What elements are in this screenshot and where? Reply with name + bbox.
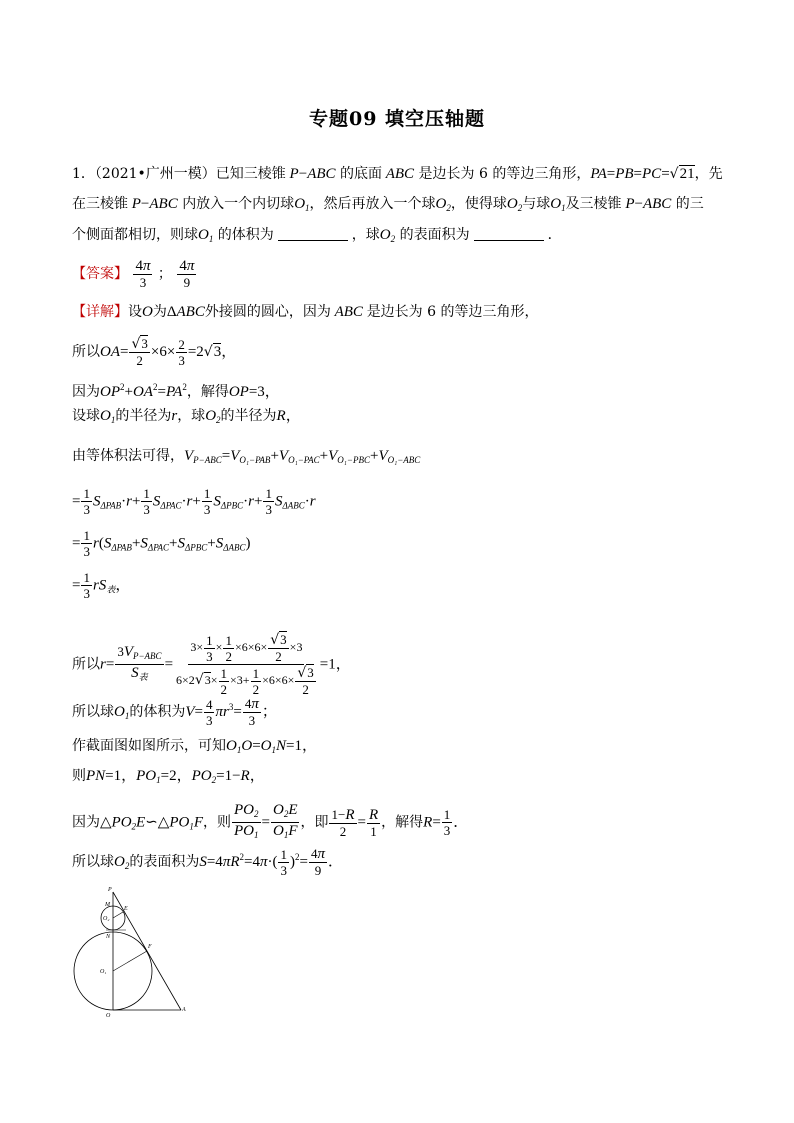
solution-text: 的半径为	[220, 408, 277, 424]
radius-o1f	[113, 951, 147, 971]
solution-text: 作截面图如图所示，可知	[72, 738, 226, 754]
solution-text: 的半径为	[115, 408, 172, 424]
solution-line-10: 所以球$O_1$的体积为V= $\frac{4}{3}$ $\pi r^3=$ $\frac{4\pi}{3}$ ；	[72, 696, 277, 728]
label-f: F	[148, 944, 152, 950]
solution-text: ，球	[177, 408, 206, 424]
problem-text: 个侧面都相切，则球	[72, 227, 198, 243]
detail-label: 【详解】	[72, 304, 128, 320]
answer-line: 【答案】 $\frac{4\pi}{3}$ ； $\frac{4\pi}{9}$	[72, 258, 195, 290]
radius-o2e	[113, 912, 123, 918]
solution-text: 是边长为 6 的等边三角形，	[366, 304, 539, 320]
label-a: A	[182, 1007, 186, 1013]
label-o1: O₁	[100, 969, 107, 975]
solution-line-4: 设球$O_1$的半径为r，球$O_2$的半径为R，	[72, 408, 301, 425]
surface-subscript: 表	[106, 584, 116, 595]
solution-text: ，即	[300, 814, 329, 831]
solution-text: ，解得	[186, 384, 229, 400]
problem-line-1: 1．（2021•广州一模）已知三棱锥 P−ABC 的底面 ABC 是边长为 6 的等边三角形，PA=PB=PC=√21，先	[72, 166, 723, 182]
solution-line-2: 所以OA= $\frac{√3}{2}$ ×6× $\frac{2}{3}$ =2√3，	[72, 336, 237, 368]
solution-text: 由等体积法可得，	[72, 448, 184, 464]
answer-blank-1[interactable]	[278, 226, 348, 241]
solution-text: 为	[152, 304, 167, 320]
solution-line-6: = $\frac{1}{3}$ $S_{\Delta PAB}\cdot r+$ $\frac{1}{3}$ $S_{\Delta PAC}\cdot r+$ $\frac{1}{3}$ $S_{\Delta PBC}\cdot r+$ $\frac{1}{3}$ $S_{\Delta ABC}\cdot r$	[72, 486, 316, 517]
problem-text: 的体积为	[217, 227, 274, 243]
label-e: E	[124, 906, 128, 912]
problem-text: 是边长为 6 的等边三角形，	[418, 166, 591, 182]
solution-line-13: 因为$\triangle PO_2E∽\triangle PO_1F$，则 $\frac{PO_2}{PO_1}$ = $\frac{O_2E}{O_1F}$ ，即 $\frac{1-R}{2}$ = $\frac{R}{1}$ ，解得R= $\frac{1}{3}$ ．	[72, 802, 469, 840]
problem-text: 在三棱锥	[72, 196, 128, 212]
solution-line-3: 因为$OP^2+OA^2=PA^2$，解得OP=3，	[72, 382, 280, 400]
problem-text: ，使得球	[450, 196, 507, 212]
solution-line-9: 所以r= $\frac{3V_{P-ABC}}{S_表}$ = 3× $\frac{1}{3}$ × $\frac{1}{2}$ ×6×6× $\frac{√3}{2}$ ×3 6×2√3× $\frac{1}{2}$ ×3+ $\frac{1}{2}$ ×6×6× $\frac{√3}{2}$ =1，	[72, 632, 351, 697]
problem-text: 内放入一个内切球	[182, 196, 295, 212]
label-o2: O₂	[103, 916, 110, 922]
solution-text: 所以球	[72, 704, 114, 720]
solution-text: 因为	[72, 814, 100, 831]
solution-text: 所以球	[72, 854, 114, 870]
solution-text: 设球	[72, 408, 100, 424]
solution-text: 的体积为	[129, 704, 186, 720]
solution-text: 所以	[72, 656, 100, 673]
label-o: O	[106, 1013, 111, 1019]
problem-text: 1．（2021•广州一模）已知三棱锥	[72, 166, 286, 182]
answer-label: 【答案】	[72, 266, 128, 282]
problem-text: 及三棱锥	[565, 196, 622, 212]
problem-text: ，球	[351, 227, 380, 243]
problem-line-3: 个侧面都相切，则球$O_1$ 的体积为 ，球$O_2$ 的表面积为 ．	[72, 227, 562, 244]
label-p: P	[108, 887, 112, 893]
solution-line-7: = $\frac{1}{3}$ $r(S_{\Delta PAB}+S_{\Delta PAC}+S_{\Delta PBC}+S_{\Delta ABC})$	[72, 528, 251, 559]
solution-text: ，解得	[381, 814, 424, 831]
problem-text: ，然后再放入一个球	[309, 196, 436, 212]
solution-text: 设	[128, 304, 142, 320]
problem-text: 与球	[522, 196, 551, 212]
cross-section-figure	[66, 884, 196, 1020]
solution-line-11: 作截面图如图所示，可知$O_1O=O_1N=1$，	[72, 738, 317, 755]
problem-text: 的底面	[339, 166, 382, 182]
solution-line-8: = $\frac{1}{3}$ $rS_表$，	[72, 570, 131, 601]
surface-subscript: 表	[138, 672, 148, 682]
solution-line-12: 则PN=1，$PO_1=2$，$PO_2=1-R$，	[72, 768, 265, 785]
solution-line-14: 所以球$O_2$的表面积为$S=4\pi R^2=4\pi\cdot$( $\frac{1}{3}$ )$^2$= $\frac{4\pi}{9}$ ．	[72, 846, 343, 878]
label-n: N	[106, 934, 111, 940]
problem-line-2: 在三棱锥 P−ABC 内放入一个内切球$O_1$，然后再放入一个球$O_2$，使得球$O_2$与球$O_1$及三棱锥 P−ABC 的三	[72, 196, 704, 213]
problem-text: 的表面积为	[399, 227, 470, 243]
solution-text: 因为	[72, 384, 100, 400]
problem-text: ．	[547, 227, 562, 243]
answer-separator: ；	[157, 266, 172, 282]
page-title: 专题09 填空压轴题	[308, 108, 486, 130]
solution-text: ，则	[203, 814, 231, 831]
label-m: M	[105, 902, 110, 908]
solution-text: 的表面积为	[129, 854, 200, 870]
solution-text: 外接圆的圆心，因为	[204, 304, 331, 320]
problem-text: ，先	[694, 166, 723, 182]
solution-line-5: 由等体积法可得，$V_{P-ABC}=V_{O_1-PAB}+V_{O_1-PAC}+V_{O_1-PBC}+V_{O_1-ABC}$	[72, 448, 421, 465]
solution-line-1: 【详解】设O为ΔABC外接圆的圆心，因为 ABC 是边长为 6 的等边三角形，	[72, 304, 539, 320]
problem-text: 的三	[675, 196, 704, 212]
solution-text: 则	[72, 768, 86, 784]
answer-blank-2[interactable]	[474, 226, 544, 241]
solution-text: 所以	[72, 344, 100, 360]
